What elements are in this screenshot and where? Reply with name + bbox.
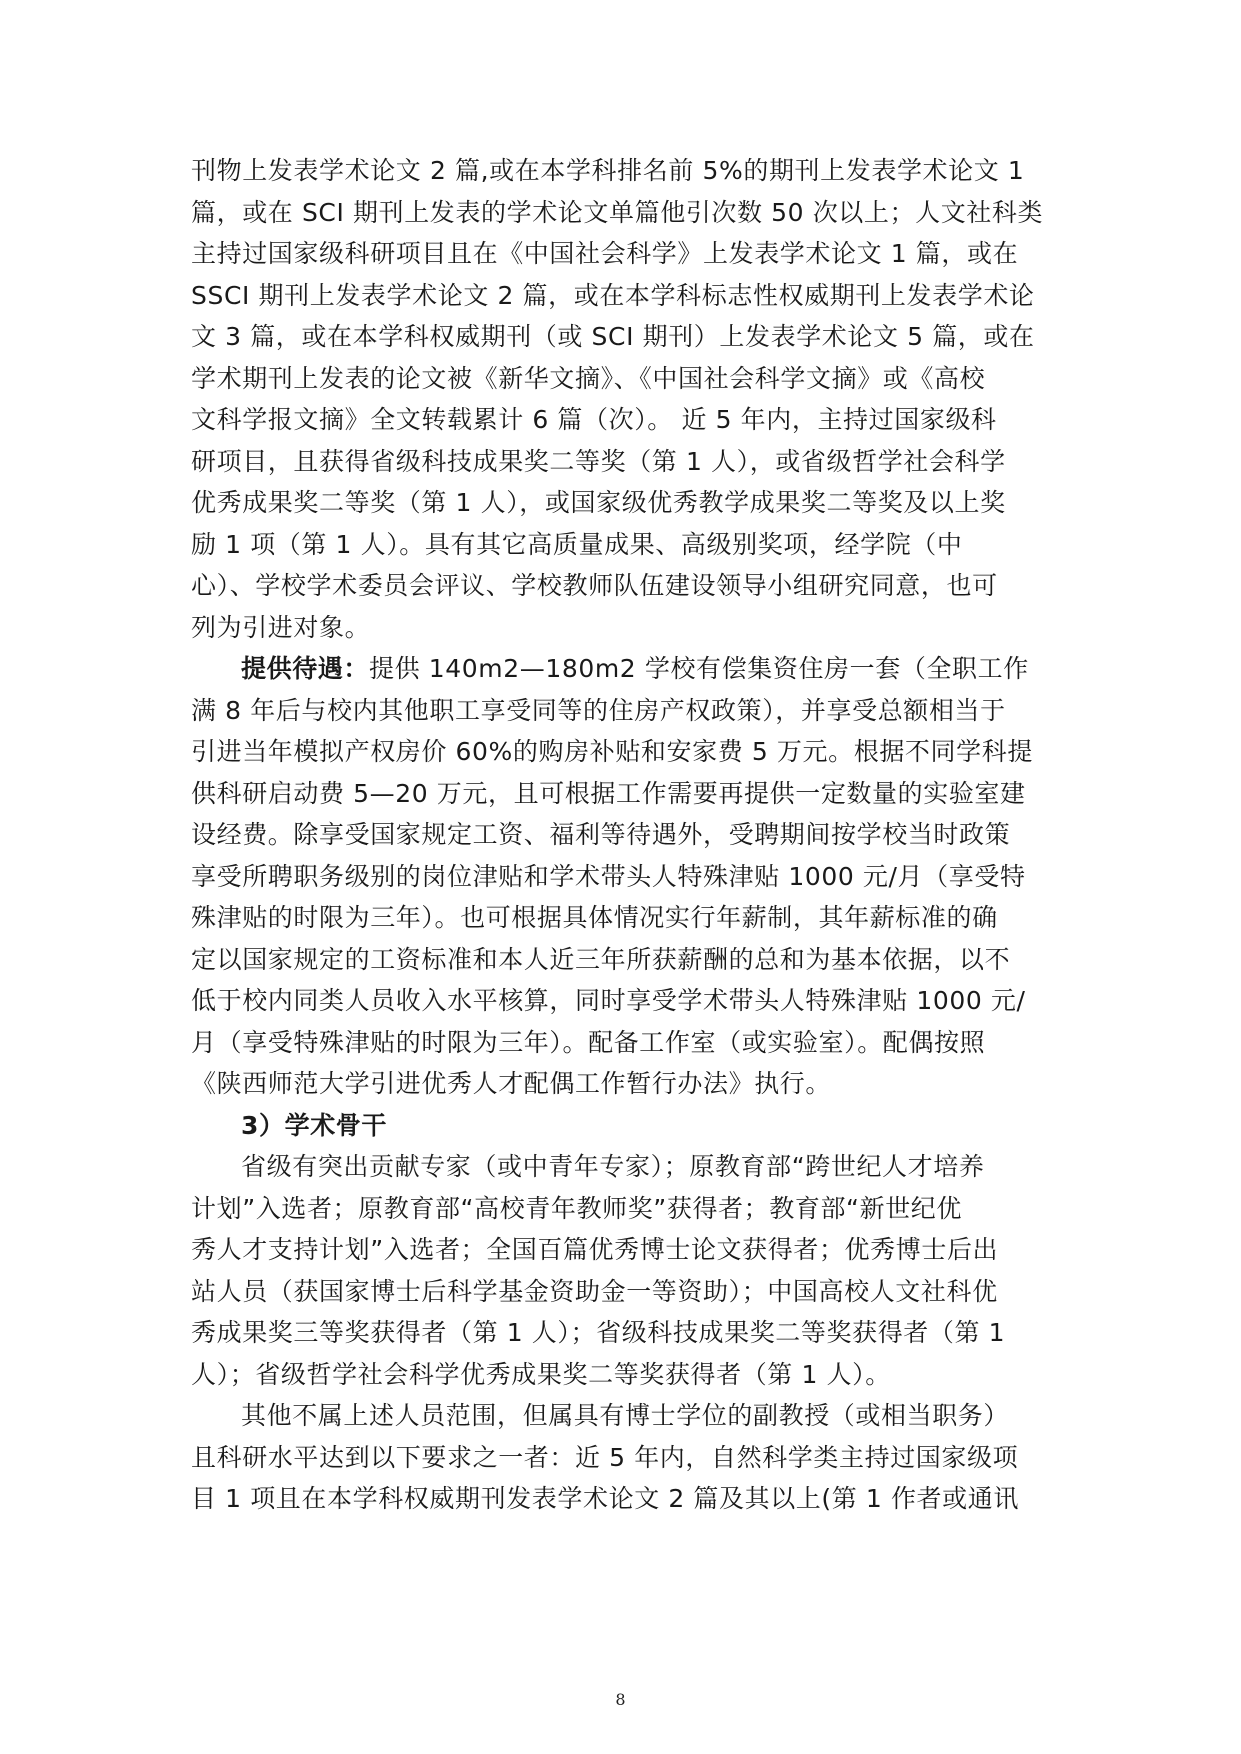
text-line: 计划”入选者；原教育部“高校青年教师奖”获得者；教育部“新世纪优 [191,1193,963,1223]
text-line: 殊津贴的时限为三年）。也可根据具体情况实行年薪制，其年薪标准的确 [191,903,998,932]
paragraph-benefits [191,648,1051,1105]
page-number: 8 [615,1690,626,1709]
text-line: 列为引进对象。 [191,612,371,642]
text-line: 学术期刊上发表的论文被《新华文摘》、《中国社会科学文摘》或《高校 [191,363,986,393]
text-line: 人）；省级哲学社会科学优秀成果奖二等奖获得者（第 1 人）。 [191,1359,891,1389]
text-line: 《陕西师范大学引进优秀人才配偶工作暂行办法》执行。 [191,1069,832,1098]
text-line: 心）、学校学术委员会评议、学校教师队伍建设领导小组研究同意，也可 [191,571,998,600]
text-line: 文 3 篇，或在本学科权威期刊（或 SCI 期刊）上发表学术论文 5 篇，或在 [191,322,1035,351]
benefits-first-line-text: 提供 140m2—180m2 学校有偿集资住房一套（全职工作 [369,654,1029,683]
text-line: 供科研启动费 5—20 万元，且可根据工作需要再提供一定数量的实验室建 [191,778,1026,808]
text-line: 且科研水平达到以下要求之一者：近 5 年内，自然科学类主持过国家级项 [191,1442,1019,1472]
text-line: 月（享受特殊津贴的时限为三年）。配备工作室（或实验室）。配偶按照 [191,1027,986,1057]
text-line: SSCI 期刊上发表学术论文 2 篇，或在本学科标志性权威期刊上发表学术论 [191,280,1035,310]
text-line: 享受所聘职务级别的岗位津贴和学术带头人特殊津贴 1000 元/月（享受特 [191,861,1026,891]
paragraph-other-criteria [191,1395,1051,1520]
text-line: 篇，或在 SCI 期刊上发表的学术论文单篇他引次数 50 次以上；人文社科类 [191,197,1044,227]
text-line: 秀人才支持计划”入选者；全国百篇优秀博士论文获得者；优秀博士后出 [191,1235,999,1264]
text-line: 主持过国家级科研项目且在《中国社会科学》上发表学术论文 1 篇，或在 [191,239,1019,268]
paragraph-academic-leader-criteria [191,150,1051,648]
text-line: 其他不属上述人员范围，但属具有博士学位的副教授（或相当职务） [241,1401,1010,1430]
paragraph-academic-backbone-criteria [191,1146,1051,1395]
text-line: 研项目，且获得省级科技成果奖二等奖（第 1 人），或省级哲学社会科学 [191,446,1006,476]
section-heading-academic-backbone: 3）学术骨干 [241,1110,387,1140]
document-body [191,150,1051,1520]
benefits-label: 提供待遇： [241,654,370,683]
text-line: 定以国家规定的工资标准和本人近三年所获薪酬的总和为基本依据，以不 [191,944,1011,974]
text-line: 设经费。除享受国家规定工资、福利等待遇外，受聘期间按学校当时政策 [191,820,1011,849]
text-line: 省级有突出贡献专家（或中青年专家）；原教育部“跨世纪人才培养 [241,1152,985,1181]
text-line [191,648,1051,690]
text-line: 励 1 项（第 1 人）。具有其它高质量成果、高级别奖项，经学院（中 [191,529,963,559]
text-line: 优秀成果奖二等奖（第 1 人），或国家级优秀教学成果奖二等奖及以上奖 [191,488,1006,517]
text-line: 引进当年模拟产权房价 60%的购房补贴和安家费 5 万元。根据不同学科提 [191,737,1033,766]
text-line: 站人员（获国家博士后科学基金资助金一等资助）；中国高校人文社科优 [191,1276,998,1306]
text-line: 秀成果奖三等奖获得者（第 1 人）；省级科技成果奖二等奖获得者（第 1 [191,1318,1006,1347]
text-line: 文科学报文摘》全文转载累计 6 篇（次）。 近 5 年内，主持过国家级科 [191,405,997,434]
text-line: 低于校内同类人员收入水平核算，同时享受学术带头人特殊津贴 1000 元/ [191,986,1026,1015]
text-line: 满 8 年后与校内其他职工享受同等的住房产权政策），并享受总额相当于 [191,695,1006,725]
text-line: 刊物上发表学术论文 2 篇,或在本学科排名前 5%的期刊上发表学术论文 1 [191,156,1025,185]
text-line: 目 1 项且在本学科权威期刊发表学术论文 2 篇及其以上(第 1 作者或通讯 [191,1484,1019,1513]
